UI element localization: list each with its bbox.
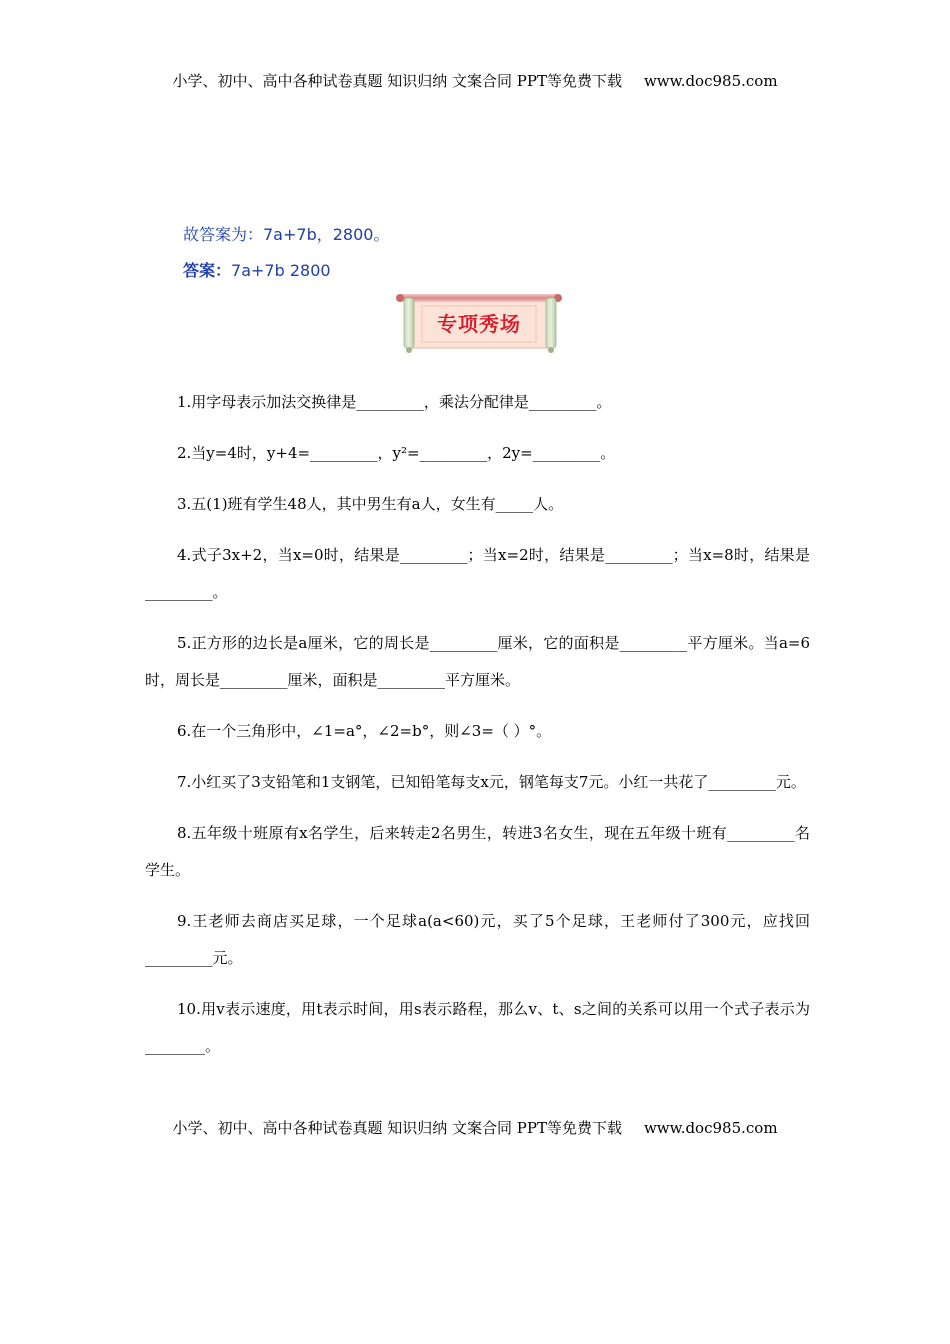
- question-10: 10.用v表示速度，用t表示时间，用s表示路程，那么v、t、s之间的关系可以用一个式子表示为________。: [145, 1000, 810, 1055]
- answer-line: [183, 258, 331, 281]
- question-9: 9.王老师去商店买足球，一个足球a(a<60)元，买了5个足球，王老师付了300元，应找回_________元。: [145, 912, 810, 967]
- footer-url: www.doc985.com: [643, 1119, 778, 1137]
- question-list: [145, 384, 810, 1079]
- page-header: [0, 70, 950, 91]
- question-2: 2.当y=4时，y+4=_________，y²=_________，2y=_________。: [177, 444, 616, 462]
- question-7: 7.小红买了3支铅笔和1支钢笔，已知铅笔每支x元，钢笔每支7元。小红一共花了_________元。: [177, 773, 806, 791]
- answer-explanation: 故答案为：7a+7b，2800。: [183, 225, 390, 244]
- page-footer: [0, 1117, 950, 1138]
- answer-label: 答案：: [183, 261, 232, 280]
- question-8: 8.五年级十班原有x名学生，后来转走2名男生，转进3名女生，现在五年级十班有_________名学生。: [145, 824, 810, 879]
- question-3: 3.五(1)班有学生48人，其中男生有a人，女生有_____人。: [177, 495, 564, 513]
- answer-value: 7a+7b 2800: [231, 261, 331, 280]
- question-6: 6.在一个三角形中，∠1=a°，∠2=b°，则∠3=（ ）°。: [177, 722, 552, 740]
- question-1: 1.用字母表示加法交换律是_________，乘法分配律是_________。: [177, 393, 612, 411]
- question-5: 5.正方形的边长是a厘米，它的周长是_________厘米，它的面积是_________平方厘米。当a=6时，周长是_________厘米，面积是_________平方厘米。: [145, 634, 810, 689]
- question-4: 4.式子3x+2，当x=0时，结果是_________；当x=2时，结果是_________；当x=8时，结果是_________。: [145, 546, 810, 601]
- header-text: 小学、初中、高中各种试卷真题 知识归纳 文案合同 PPT等免费下载: [172, 72, 622, 90]
- header-url: www.doc985.com: [643, 72, 778, 90]
- footer-text: 小学、初中、高中各种试卷真题 知识归纳 文案合同 PPT等免费下载: [172, 1119, 622, 1137]
- section-banner: [394, 290, 564, 354]
- banner-title: 专项秀场: [437, 311, 521, 336]
